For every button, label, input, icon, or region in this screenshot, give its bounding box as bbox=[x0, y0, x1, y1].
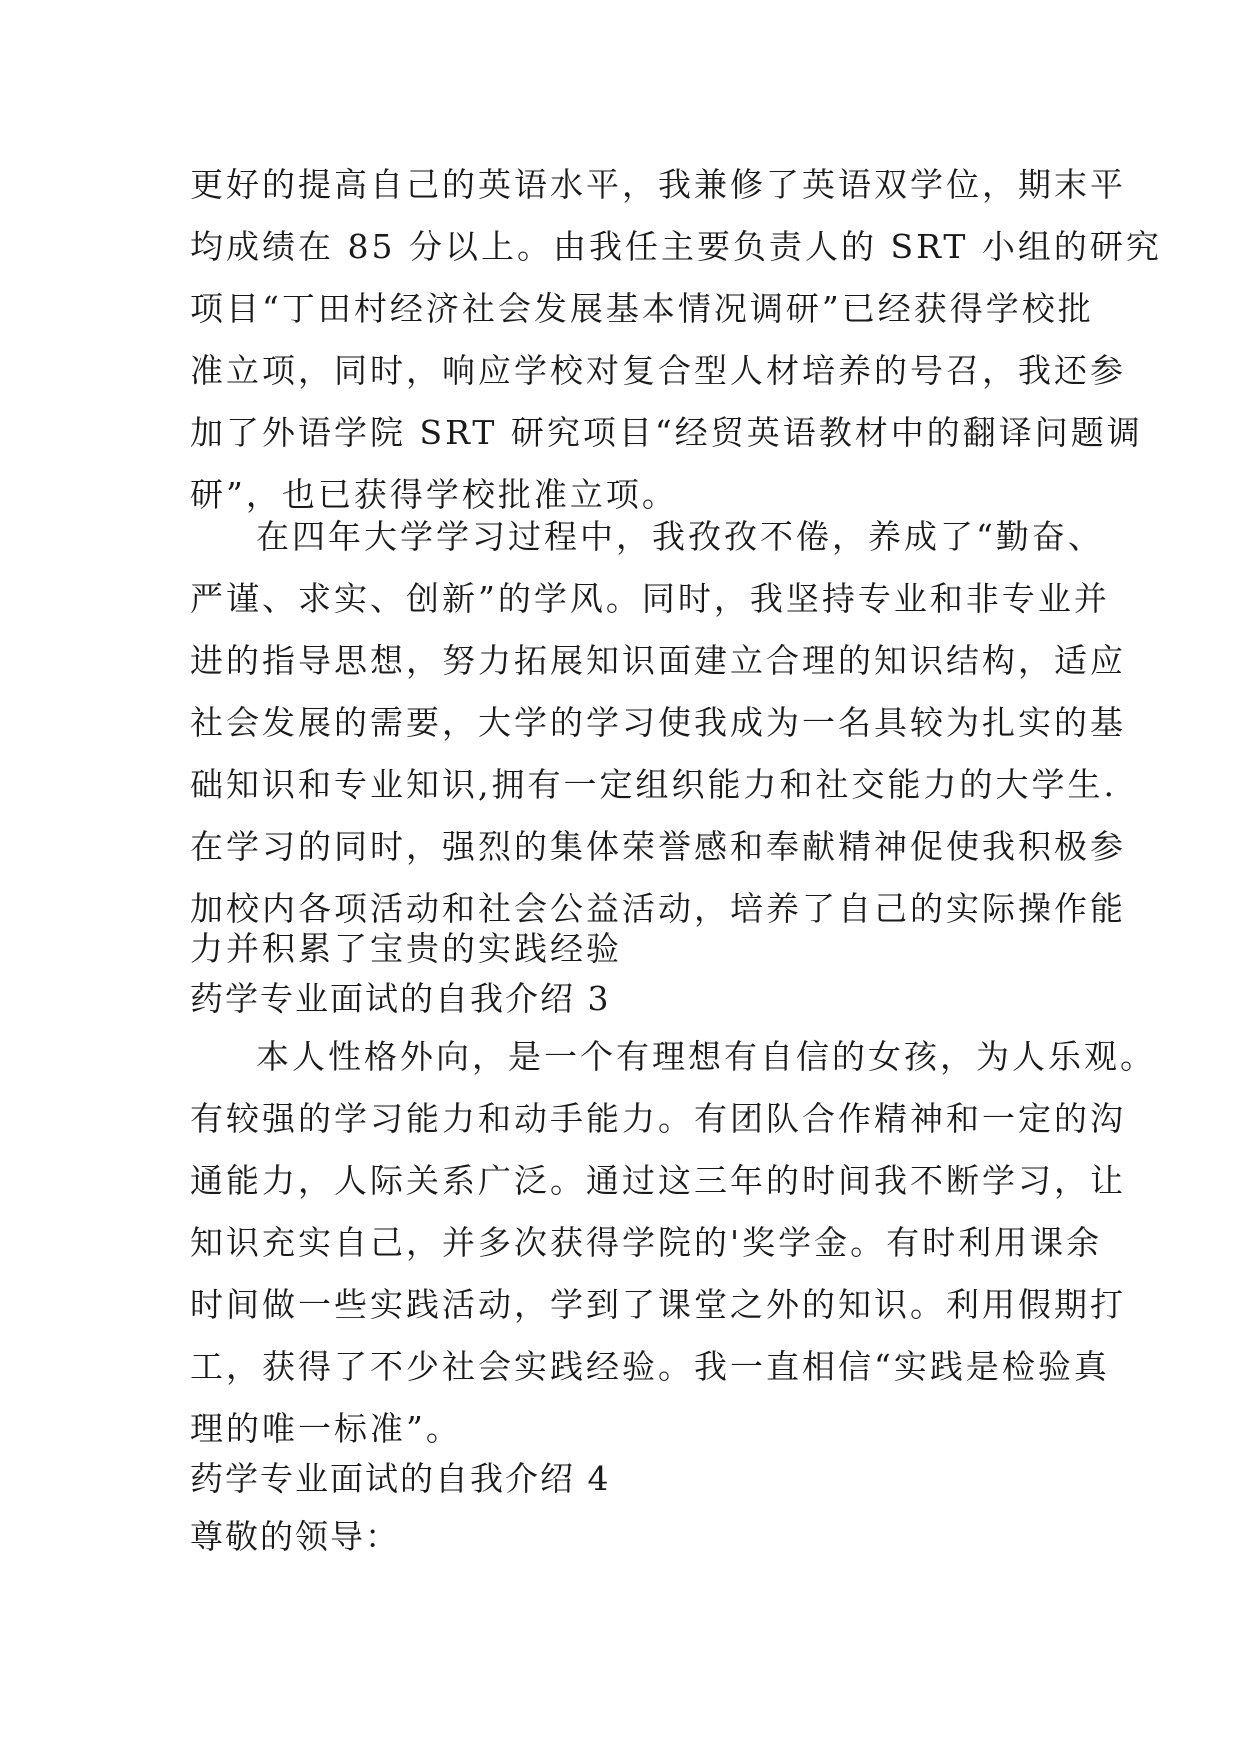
text-line: 础知识和专业知识,拥有一定组织能力和社交能力的大学生. bbox=[190, 765, 1117, 804]
text-line: 理的唯一标准”。 bbox=[190, 1409, 462, 1448]
text-line: 工，获得了不少社会实践经验。我一直相信“实践是检验真 bbox=[190, 1347, 1110, 1386]
text-line: 有较强的学习能力和动手能力。有团队合作精神和一定的沟 bbox=[190, 1099, 1126, 1138]
text-line: 通能力，人际关系广泛。通过这三年的时间我不断学习，让 bbox=[190, 1161, 1126, 1200]
text-line: 进的指导思想，努力拓展知识面建立合理的知识结构，适应 bbox=[190, 641, 1126, 680]
section-heading: 药学专业面试的自我介绍 4 bbox=[190, 1459, 611, 1498]
section-heading: 药学专业面试的自我介绍 3 bbox=[190, 979, 611, 1018]
text-line: 加了外语学院 SRT 研究项目“经贸英语教材中的翻译问题调 bbox=[190, 413, 1143, 452]
text-line: 社会发展的需要，大学的学习使我成为一名具较为扎实的基 bbox=[190, 703, 1126, 742]
text-line: 研”，也已获得学校批准立项。 bbox=[190, 475, 678, 514]
text-line: 力并积累了宝贵的实践经验 bbox=[190, 929, 622, 968]
text-line: 在四年大学学习过程中，我孜孜不倦，养成了“勤奋、 bbox=[256, 517, 1104, 556]
text-line: 在学习的同时，强烈的集体荣誉感和奉献精神促使我积极参 bbox=[190, 827, 1126, 866]
text-line: 准立项，同时，响应学校对复合型人材培养的号召，我还参 bbox=[190, 351, 1126, 390]
text-line: 严谨、求实、创新”的学风。同时，我坚持专业和非专业并 bbox=[190, 579, 1110, 618]
text-line: 更好的提高自己的英语水平，我兼修了英语双学位，期末平 bbox=[190, 165, 1126, 204]
text-line: 加校内各项活动和社会公益活动，培养了自己的实际操作能 bbox=[190, 889, 1126, 928]
text-line: 知识充实自己，并多次获得学院的'奖学金。有时利用课余 bbox=[190, 1223, 1103, 1262]
text-line: 均成绩在 85 分以上。由我任主要负责人的 SRT 小组的研究 bbox=[190, 227, 1162, 266]
salutation: 尊敬的领导： bbox=[190, 1517, 400, 1556]
text-line: 时间做一些实践活动，学到了课堂之外的知识。利用假期打 bbox=[190, 1285, 1126, 1324]
text-line: 本人性格外向，是一个有理想有自信的女孩，为人乐观。 bbox=[256, 1037, 1156, 1076]
text-line: 项目“丁田村经济社会发展基本情况调研”已经获得学校批 bbox=[190, 289, 1094, 328]
